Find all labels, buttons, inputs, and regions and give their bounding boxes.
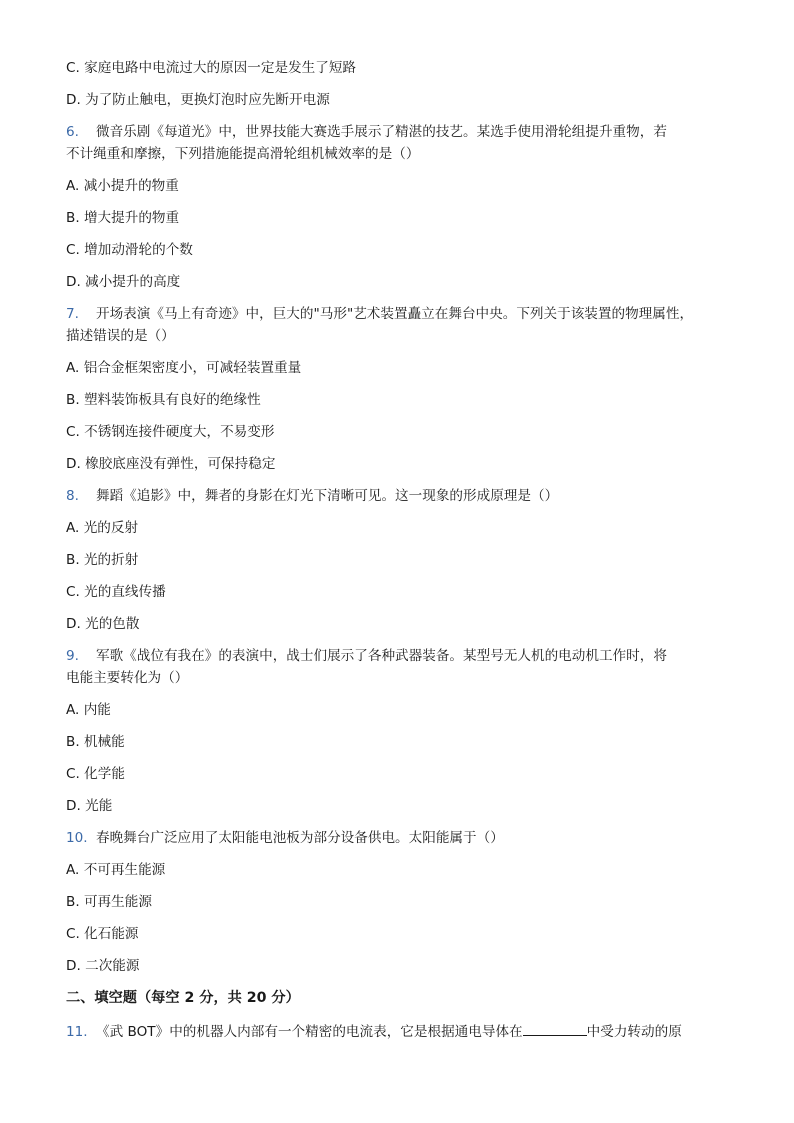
answer-option: C. 增加动滑轮的个数 <box>66 242 193 258</box>
question-text: 微音乐剧《每道光》中，世界技能大赛选手展示了精湛的技艺。某选手使用滑轮组提升重物，若 <box>96 124 667 140</box>
answer-option: D. 二次能源 <box>66 958 140 974</box>
question-text: 《武 BOT》中的机器人内部有一个精密的电流表，它是根据通电导体在 <box>96 1024 523 1040</box>
question-stem <box>66 827 732 849</box>
question-stem <box>66 1021 732 1043</box>
answer-option: B. 可再生能源 <box>66 894 152 910</box>
question-text: 电能主要转化为（） <box>66 670 189 686</box>
question-number: 6. <box>66 124 79 140</box>
question-line <box>66 143 732 165</box>
question-line <box>66 485 732 507</box>
question-number: 11. <box>66 1024 88 1040</box>
answer-option: B. 机械能 <box>66 734 125 750</box>
answer-option: C. 化石能源 <box>66 926 139 942</box>
question-stem <box>66 121 732 165</box>
question-line <box>66 303 732 325</box>
question-text: 描述错误的是（） <box>66 328 175 344</box>
answer-option: B. 增大提升的物重 <box>66 210 180 226</box>
answer-option: D. 橡胶底座没有弹性，可保持稳定 <box>66 456 276 472</box>
question-line <box>66 827 732 849</box>
answer-option: D. 为了防止触电，更换灯泡时应先断开电源 <box>66 92 330 108</box>
question-stem <box>66 303 732 347</box>
question-line <box>66 667 732 689</box>
answer-option: A. 光的反射 <box>66 520 139 536</box>
answer-option: B. 光的折射 <box>66 552 139 568</box>
question-text: 军歌《战位有我在》的表演中，战士们展示了各种武器装备。某型号无人机的电动机工作时，将 <box>96 648 667 664</box>
answer-option: D. 减小提升的高度 <box>66 274 181 290</box>
question-number: 8. <box>66 488 79 504</box>
answer-option: B. 塑料装饰板具有良好的绝缘性 <box>66 392 261 408</box>
question-line <box>66 121 732 143</box>
answer-option: C. 光的直线传播 <box>66 584 166 600</box>
answer-option: A. 铝合金框架密度小，可减轻装置重量 <box>66 360 302 376</box>
question-number: 7. <box>66 306 79 322</box>
question-number: 9. <box>66 648 79 664</box>
answer-option: D. 光能 <box>66 798 113 814</box>
answer-option: C. 家庭电路中电流过大的原因一定是发生了短路 <box>66 60 357 76</box>
answer-option: D. 光的色散 <box>66 616 140 632</box>
fill-in-blank <box>523 1021 587 1036</box>
question-stem <box>66 645 732 689</box>
question-text: 舞蹈《追影》中，舞者的身影在灯光下清晰可见。这一现象的形成原理是（） <box>96 488 559 504</box>
question-number: 10. <box>66 830 88 846</box>
question-line <box>66 325 732 347</box>
question-text: 不计绳重和摩擦，下列措施能提高滑轮组机械效率的是（） <box>66 146 420 162</box>
question-line <box>66 645 732 667</box>
answer-option: C. 不锈钢连接件硬度大，不易变形 <box>66 424 275 440</box>
question-text: 中受力转动的原 <box>586 1024 682 1040</box>
answer-option: A. 不可再生能源 <box>66 862 166 878</box>
question-stem <box>66 485 732 507</box>
answer-option: C. 化学能 <box>66 766 125 782</box>
answer-option: A. 减小提升的物重 <box>66 178 179 194</box>
question-text: 春晚舞台广泛应用了太阳能电池板为部分设备供电。太阳能属于（） <box>96 830 504 846</box>
document-page <box>66 57 732 1053</box>
section-heading: 二、填空题（每空 2 分，共 20 分） <box>66 990 300 1006</box>
question-text: 开场表演《马上有奇迹》中，巨大的"马形"艺术装置矗立在舞台中央。下列关于该装置的物理属性， <box>96 306 694 322</box>
answer-option: A. 内能 <box>66 702 111 718</box>
